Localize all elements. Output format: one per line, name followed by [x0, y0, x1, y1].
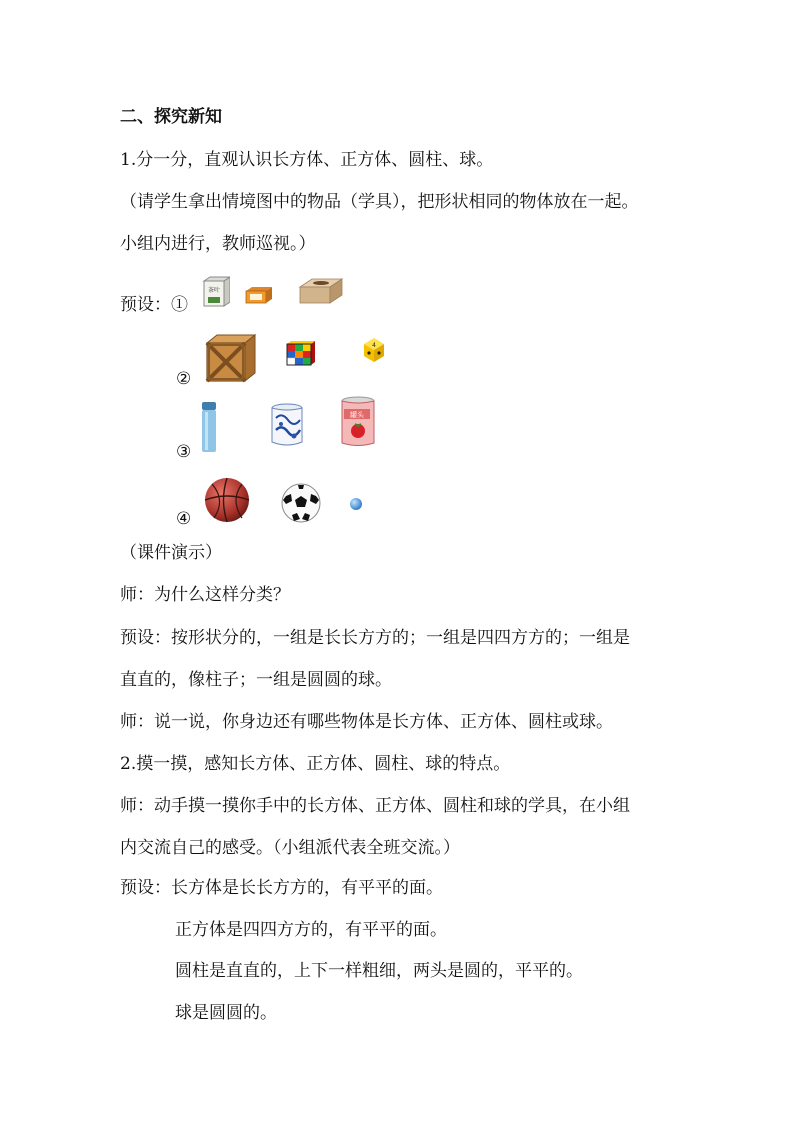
preset-cylinder: 圆柱是直直的，上下一样粗细，两头是圆的，平平的。: [175, 961, 583, 981]
small-box-image: [244, 285, 274, 305]
thermos-cup-image: [198, 400, 220, 454]
group-4-marker: ④: [176, 509, 192, 529]
soccer-ball-image: [280, 482, 322, 524]
tea-box-image: [200, 276, 230, 308]
preset-cube: 正方体是四四方方的，有平平的面。: [175, 920, 447, 940]
porcelain-pot-image: [268, 402, 306, 448]
wooden-crate-image: [205, 333, 257, 383]
preset-sphere: 球是圆圆的。: [175, 1003, 277, 1023]
group-3-marker: ③: [176, 442, 192, 462]
preset-label: 预设：①: [120, 295, 188, 315]
tea-box-label: 茶叶: [207, 287, 221, 294]
instruction-line-2: 小组内进行，教师巡视。）: [120, 234, 316, 254]
step-2-title: 2.摸一摸，感知长方体、正方体、圆柱、球的特点。: [120, 754, 511, 774]
teacher-question-2: 师：说一说，你身边还有哪些物体是长方体、正方体、圆柱或球。: [120, 712, 613, 732]
step-1-title: 1.分一分，直观认识长方体、正方体、圆柱、球。: [120, 150, 494, 170]
teacher-instruction-line-2: 内交流自己的感受。（小组派代表全班交流。）: [120, 838, 460, 858]
preset-answer-line-1: 预设：按形状分的，一组是长长方方的；一组是四四方方的；一组是: [120, 628, 630, 648]
tin-can-label: 罐头: [350, 411, 364, 419]
tissue-box-image: [298, 277, 344, 305]
basketball-image: [202, 476, 252, 524]
marble-image: [349, 497, 363, 511]
tin-can-image: [338, 395, 378, 449]
preset-answer-line-2: 直直的，像柱子；一组是圆圆的球。: [120, 670, 392, 690]
group-2-marker: ②: [176, 369, 192, 389]
instruction-line-1: （请学生拿出情境图中的物品（学具），把形状相同的物体放在一起。: [120, 192, 639, 212]
rubiks-cube-image: [285, 338, 317, 368]
dice-face-label: 4: [372, 342, 376, 349]
preset-cuboid: 预设：长方体是长长方方的，有平平的面。: [120, 878, 443, 898]
dice-image: [360, 336, 386, 364]
section-heading: 二、探究新知: [120, 107, 222, 127]
teacher-question-1: 师：为什么这样分类？: [120, 585, 290, 605]
teacher-instruction-line-1: 师：动手摸一摸你手中的长方体、正方体、圆柱和球的学具，在小组: [120, 796, 630, 816]
courseware-note: （课件演示）: [120, 543, 222, 563]
